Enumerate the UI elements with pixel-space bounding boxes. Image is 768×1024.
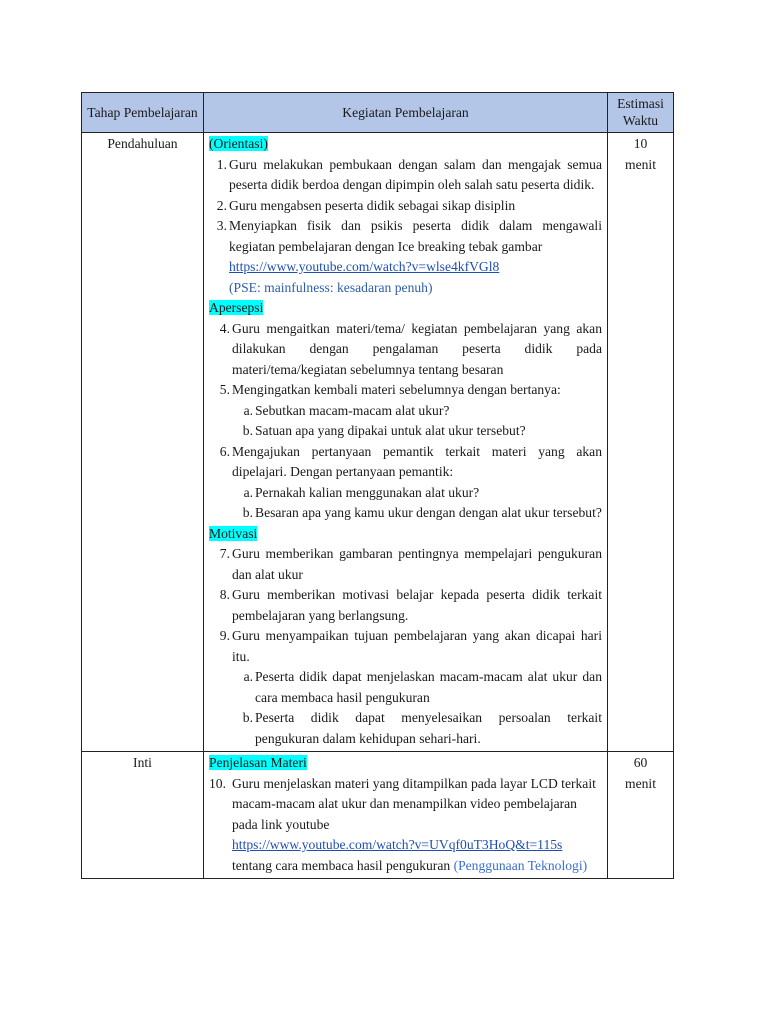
sub-list-item: b. Satuan apa yang dipakai untuk alat ukur tersebut?	[242, 423, 526, 438]
header-time: Estimasi Waktu	[608, 93, 674, 133]
pse-note: (PSE: mainfulness: kesadaran penuh)	[229, 279, 433, 295]
list-item: 8. Guru memberikan motivasi belajar kepada peserta didik terkait pembelajaran yang berlangsung.	[219, 587, 602, 623]
time-cell-inti: 60 menit	[608, 752, 674, 879]
list-item: 7. Guru memberikan gambaran pentingnya mempelajari pengukuran dan alat ukur	[219, 546, 602, 582]
stage-cell-pendahuluan: Pendahuluan	[82, 133, 204, 752]
section-label-apersepsi: Apersepsi	[209, 300, 264, 315]
measurement-video-link[interactable]: https://www.youtube.com/watch?v=UVqf0uT3HoQ&t=115s	[232, 837, 563, 852]
list-item: 5. Mengingatkan kembali materi sebelumnya dengan bertanya: a. Sebutkan macam-macam alat ukur? b. Satuan apa yang dipakai untuk alat ukur tersebut?	[209, 380, 602, 442]
list-item: 10. Guru menjelaskan materi yang ditampilkan pada layar LCD terkait macam-macam alat ukur dan menampilkan video pembelajaran pada link youtube https://www.youtube.com/watch?v=UVqf0uT3HoQ&t=115s tentang cara membaca hasil pengukuran (Penggunaan Teknologi)	[209, 775, 596, 873]
list-item: 4. Guru mengaitkan materi/tema/ kegiatan pembelajaran yang akan dilakukan dengan pengalaman peserta didik pada materi/tema/kegiatan sebelumnya tentang besaran	[219, 320, 602, 377]
header-activities: Kegiatan Pembelajaran	[204, 93, 608, 133]
sub-list-item: a. Pernakah kalian menggunakan alat ukur?	[243, 484, 480, 500]
activity-list	[209, 155, 602, 299]
list-item: 1. Guru melakukan pembukaan dengan salam dan mengajak semua peserta didik berdoa dengan dipimpin oleh salah satu peserta didik.	[216, 156, 602, 192]
sub-list-item: a. Peserta didik dapat menjelaskan macam-macam alat ukur dan cara membaca hasil pengukuran	[243, 669, 602, 705]
section-label-motivasi: Motivasi	[209, 525, 258, 541]
ice-breaking-video-link[interactable]: https://www.youtube.com/watch?v=wlse4kfVGl8	[229, 259, 500, 274]
sub-list	[232, 401, 602, 442]
sub-list-item: b. Besaran apa yang kamu ukur dengan dengan alat ukur tersebut?	[242, 505, 602, 520]
activity-list	[209, 774, 602, 877]
section-label-penjelasan-materi: Penjelasan Materi	[209, 755, 307, 770]
time-cell-pendahuluan: 10 menit	[608, 133, 674, 752]
list-item: 9. Guru menyampaikan tujuan pembelajaran yang akan dicapai hari itu. a. Peserta didik dapat menjelaskan macam-macam alat ukur dan cara membaca hasil pengukuran b. Peserta didik dapat menyelesaikan persoalan terkait pengukuran dalam kehidupan sehari-hari.	[209, 626, 602, 749]
list-item: 6. Mengajukan pertanyaan pemantik terkait materi yang akan dipelajari. Dengan pertanyaan pemantik: a. Pernakah kalian menggunakan alat ukur? b. Besaran apa yang kamu ukur dengan dengan alat ukur tersebut?	[209, 442, 602, 524]
activities-cell-pendahuluan	[204, 133, 608, 752]
activity-list	[209, 544, 602, 749]
list-item: 2. Guru mengabsen peserta didik sebagai sikap disiplin	[216, 197, 516, 213]
table-row	[82, 133, 674, 752]
stage-cell-inti: Inti	[82, 752, 204, 879]
table-header-row	[82, 93, 674, 133]
header-stage: Tahap Pembelajaran	[82, 93, 204, 133]
table-row	[82, 752, 674, 879]
sub-list	[232, 667, 602, 749]
activities-cell-inti	[204, 752, 608, 879]
activity-list	[209, 319, 602, 524]
sub-list-item: a. Sebutkan macam-macam alat ukur?	[243, 402, 450, 418]
learning-activities-table	[81, 92, 674, 879]
sub-list-item: b. Peserta didik dapat menyelesaikan persoalan terkait pengukuran dalam kehidupan sehari-hari.	[242, 710, 602, 746]
section-label-orientasi: (Orientasi)	[209, 136, 268, 151]
list-item: 3. Menyiapkan fisik dan psikis peserta didik dalam mengawali kegiatan pembelajaran dengan Ice breaking tebak gambar https://www.youtube.com/watch?v=wlse4kfVGl8 (PSE: mainfulness: kesadaran penuh)	[216, 218, 602, 295]
technology-note: (Penggunaan Teknologi)	[453, 857, 588, 873]
sub-list	[232, 483, 602, 524]
